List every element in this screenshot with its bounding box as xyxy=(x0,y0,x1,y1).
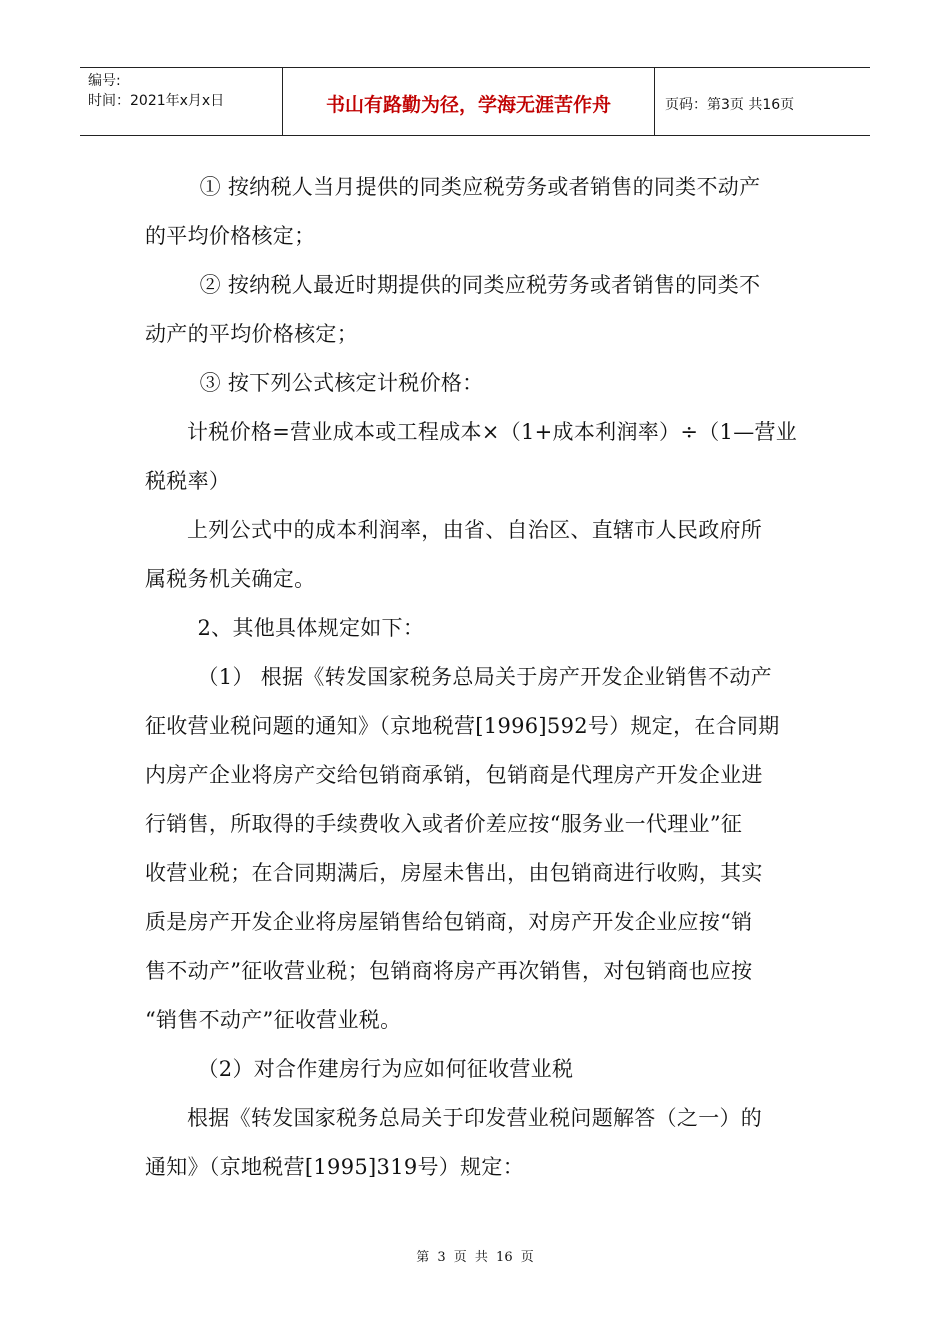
body-line: 的平均价格核定； xyxy=(145,224,316,248)
body-line: 税税率） xyxy=(145,469,231,493)
body-line: 根据《转发国家税务总局关于印发营业税问题解答（之一）的 xyxy=(187,1106,763,1130)
body-line: 通知》（京地税营[1995]319号）规定： xyxy=(145,1155,525,1179)
body-line: 内房产企业将房产交给包销商承销，包销商是代理房产开发企业进 xyxy=(145,763,763,787)
header-motto xyxy=(283,68,655,135)
header-page-info xyxy=(655,68,870,135)
body-line: 属税务机关确定。 xyxy=(145,567,316,591)
motto-text: 书山有路勤为径，学海无涯苦作舟 xyxy=(325,94,611,116)
body-line: 2、其他具体规定如下： xyxy=(197,616,425,640)
body-line: 售不动产”征收营业税；包销商将房产再次销售，对包销商也应按 xyxy=(145,959,753,983)
body-line: ① 按纳税人当月提供的同类应税劳务或者销售的同类不动产 xyxy=(199,175,761,199)
time-label: 时间：2021年x月x日 xyxy=(88,93,225,109)
body-line: “销售不动产”征收营业税。 xyxy=(145,1008,402,1032)
body-line: （2）对合作建房行为应如何征收营业税 xyxy=(197,1057,574,1081)
body-line: 动产的平均价格核定； xyxy=(145,322,358,346)
header-meta xyxy=(80,68,283,135)
body-line: 收营业税；在合同期满后，房屋未售出，由包销商进行收购，其实 xyxy=(145,861,763,885)
body-line: 计税价格=营业成本或工程成本×（1+成本利润率）÷（1—营业 xyxy=(187,420,798,444)
document-header xyxy=(80,67,870,136)
footer-page-number: 第 3 页 共 16 页 xyxy=(416,1250,534,1265)
body-line: 质是房产开发企业将房屋销售给包销商，对房产开发企业应按“销 xyxy=(145,910,753,934)
body-line: （1） 根据《转发国家税务总局关于房产开发企业销售不动产 xyxy=(197,665,772,689)
body-line: 上列公式中的成本利润率，由省、自治区、直辖市人民政府所 xyxy=(187,518,763,542)
serial-label: 编号: xyxy=(88,73,121,89)
body-line: 行销售，所取得的手续费收入或者价差应按“服务业一代理业”征 xyxy=(145,812,743,836)
page-info-text: 页码：第3页 共16页 xyxy=(665,96,795,113)
body-line: ② 按纳税人最近时期提供的同类应税劳务或者销售的同类不 xyxy=(199,273,761,297)
document-body xyxy=(145,163,810,1192)
page-footer xyxy=(0,1246,950,1265)
body-line: ③ 按下列公式核定计税价格： xyxy=(199,371,484,395)
body-line: 征收营业税问题的通知》（京地税营[1996]592号）规定，在合同期 xyxy=(145,714,780,738)
